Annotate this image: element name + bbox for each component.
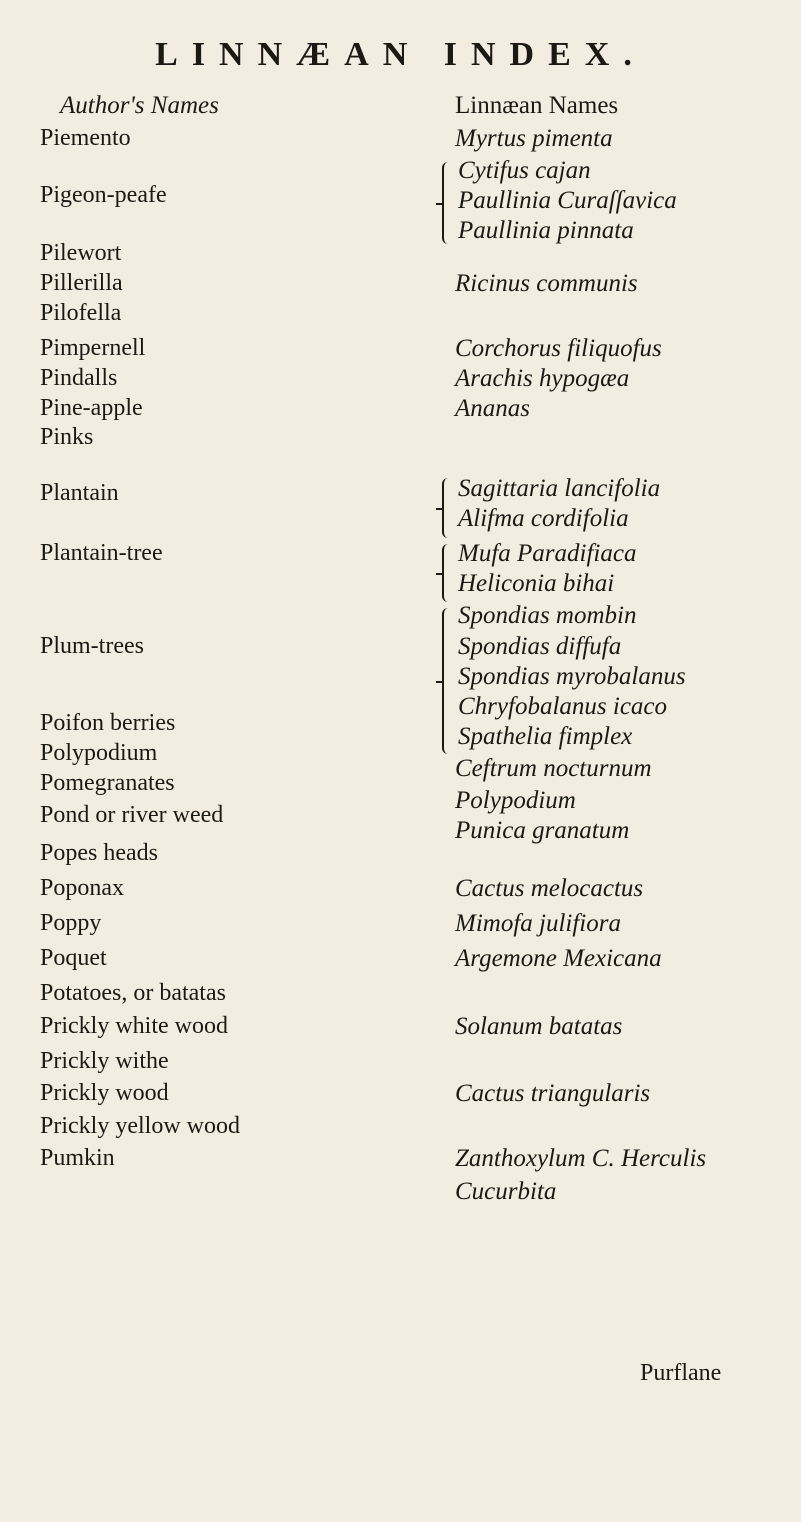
linnaean-name: Sagittaria lancifolia: [458, 475, 661, 502]
author-name: Pumkin: [40, 1145, 115, 1171]
author-name: Pomegranates: [40, 770, 175, 796]
author-name: Prickly white wood: [40, 1013, 228, 1039]
linnaean-name: Arachis hypogæa: [455, 365, 630, 392]
linnaean-name: Spondias myrobalanus: [458, 663, 686, 690]
author-name: Poquet: [40, 945, 107, 971]
linnaean-name: Cactus melocactus: [455, 875, 644, 902]
author-name: Pilofella: [40, 300, 122, 326]
author-name: Poppy: [40, 910, 102, 936]
bracket-left: [442, 478, 454, 538]
linnaean-name: Polypodium: [455, 787, 576, 814]
author-name: Prickly wood: [40, 1080, 169, 1106]
author-name: Popes heads: [40, 840, 158, 866]
author-name: Plantain: [40, 480, 119, 506]
author-name: Prickly yellow wood: [40, 1113, 240, 1139]
linnaean-name: Ceftrum nocturnum: [455, 755, 652, 782]
linnaean-name: Zanthoxylum C. Herculis: [455, 1145, 707, 1172]
author-name: Pindalls: [40, 365, 118, 391]
bracket-left: [442, 162, 454, 244]
author-name: Pilewort: [40, 240, 122, 266]
column-heading-authors: Author's Names: [60, 92, 219, 119]
linnaean-name: Ricinus communis: [455, 270, 638, 297]
linnaean-name: Solanum batatas: [455, 1013, 623, 1040]
linnaean-name: Ananas: [455, 395, 530, 422]
catchword: Purflane: [640, 1360, 722, 1386]
linnaean-name: Spathelia fimplex: [458, 723, 633, 750]
linnaean-name: Alifma cordifolia: [458, 505, 629, 532]
author-name: Potatoes, or batatas: [40, 980, 226, 1006]
linnaean-name: Mimofa julifiora: [455, 910, 621, 937]
author-name: Pimpernell: [40, 335, 146, 361]
linnaean-name: Argemone Mexicana: [455, 945, 662, 972]
page-header: LINNÆAN INDEX.: [155, 36, 646, 73]
linnaean-name: Mufa Paradifiaca: [458, 540, 637, 567]
linnaean-name: Myrtus pimenta: [455, 125, 613, 152]
linnaean-name: Punica granatum: [455, 817, 630, 844]
linnaean-name: Paullinia pinnata: [458, 217, 634, 244]
author-name: Pinks: [40, 424, 94, 450]
author-name: Poifon berries: [40, 710, 176, 736]
bracket-left: [442, 544, 454, 602]
linnaean-name: Corchorus filiquofus: [455, 335, 662, 362]
author-name: Piemento: [40, 125, 131, 151]
bracket-left: [442, 608, 454, 754]
author-name: Pigeon-peafe: [40, 182, 167, 208]
linnaean-name: Spondias diffufa: [458, 633, 622, 660]
column-heading-linnaean: Linnæan Names: [455, 92, 619, 119]
linnaean-name: Cucurbita: [455, 1178, 557, 1205]
author-name: Plantain-tree: [40, 540, 163, 566]
author-name: Poponax: [40, 875, 124, 901]
author-name: Plum-trees: [40, 633, 144, 659]
linnaean-name: Heliconia bihai: [458, 570, 615, 597]
linnaean-name: Spondias mombin: [458, 602, 637, 629]
linnaean-name: Cytifus cajan: [458, 157, 591, 184]
author-name: Polypodium: [40, 740, 158, 766]
author-name: Pond or river weed: [40, 802, 224, 828]
author-name: Pillerilla: [40, 270, 123, 296]
linnaean-name: Cactus triangularis: [455, 1080, 651, 1107]
author-name: Pine-apple: [40, 395, 143, 421]
author-name: Prickly withe: [40, 1048, 169, 1074]
linnaean-name: Chryfobalanus icaco: [458, 693, 668, 720]
linnaean-name: Paullinia Curaſſavica: [458, 187, 677, 214]
